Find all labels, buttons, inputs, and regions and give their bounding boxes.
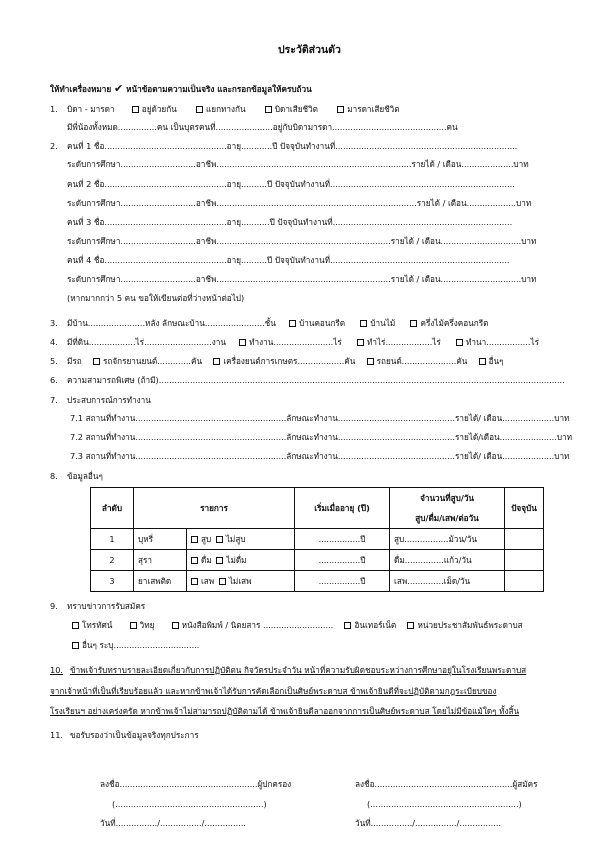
- col-header-current: ปัจจุบัน: [505, 488, 544, 529]
- col-header-no: ลำดับ: [91, 488, 134, 529]
- s2-person4-line1[interactable]: คนที่ 4 ชื่อ...............................................อายุ..........ปี ปัจจุบันทำงานที่.....................................................................: [67, 255, 510, 265]
- col-header-amount: จำนวนที่สูบ/วัน: [390, 488, 505, 509]
- s7-label: ประสบการณ์การทำงาน: [67, 395, 151, 405]
- instruction: [50, 83, 312, 94]
- checkbox[interactable]: [213, 358, 220, 365]
- table-row: [91, 571, 544, 592]
- row-no: 3: [91, 571, 134, 592]
- row-start-age[interactable]: ................ปี: [295, 529, 390, 550]
- checkbox[interactable]: [93, 358, 100, 365]
- s1-num: 1.: [50, 104, 58, 114]
- s1-option-father-deceased: บิดาเสียชีวิต: [274, 104, 318, 114]
- option-no: ไม่ดื่ม: [226, 554, 247, 565]
- option-no: ไม่สูบ: [225, 533, 246, 544]
- row-current[interactable]: [505, 550, 544, 571]
- s2-person3-line2[interactable]: ระดับการศึกษา.............................อาชีพ...................................................................รายได้ / เดือน...............................บาท: [67, 236, 537, 246]
- s9-option-radio: วิทยุ: [139, 620, 155, 630]
- s11-num: 11.: [50, 730, 64, 740]
- row-amount[interactable]: สูบ.................ม้วน/วัน: [390, 529, 505, 550]
- s2-person2-line2[interactable]: ระดับการศึกษา.............................อาชีพ.............................................................................รายได้ / เดือน...................บาท: [67, 198, 532, 208]
- applicant-sign-line[interactable]: ลงชื่อ.....................................................ผู้สมัคร: [355, 779, 538, 789]
- row-no: 1: [91, 529, 134, 550]
- s9-options: [72, 621, 523, 629]
- checkbox[interactable]: [289, 320, 296, 327]
- instruction-prefix: ให้ทำเครื่องหมาย: [50, 84, 112, 94]
- s5-num: 5.: [50, 356, 58, 366]
- option-no: ไม่เสพ: [228, 575, 252, 586]
- checkbox[interactable]: [72, 622, 79, 629]
- table-row: [91, 529, 544, 550]
- page-title: ประวัติส่วนตัว: [278, 44, 341, 56]
- s9-option-newspaper[interactable]: หนังสือพิมพ์ / นิตยสาร ...........................: [181, 620, 334, 630]
- guardian-sign-line[interactable]: ลงชื่อ.....................................................ผู้ปกครอง: [100, 779, 292, 789]
- s9-option-other[interactable]: อื่นๆ ระบุ.................................: [82, 640, 200, 650]
- guardian-name-line[interactable]: (.........................................................): [112, 799, 267, 809]
- other-info-table: [90, 487, 544, 592]
- s9-option-pr-unit: หน่วยประชาสัมพันธ์พระดาบส: [417, 620, 523, 630]
- s9-num: 9.: [50, 601, 58, 611]
- s1-siblings-line[interactable]: มีพี่น้องทั้งหมด...............คน เป็นบุตรคนที่......................อยู่กับบิดามารดา............................................คน: [67, 122, 458, 132]
- checkbox[interactable]: [191, 536, 198, 543]
- row-current[interactable]: [505, 529, 544, 550]
- row-amount[interactable]: ดื่ม...............แก้ว/วัน: [390, 550, 505, 571]
- s9-option-tv: โทรทัศน์: [82, 620, 113, 630]
- checkbox[interactable]: [72, 642, 79, 649]
- checkbox[interactable]: [172, 622, 179, 629]
- checkbox[interactable]: [191, 557, 198, 564]
- s7-row-2[interactable]: 7.2 สถานที่ทำงาน..........................................................ลักษณะทำงาน.............................................รายได้/เดือน......................บาท: [70, 432, 573, 442]
- s1-option-together: อยู่ด้วยกัน: [141, 104, 177, 114]
- option-yes: เสพ: [201, 575, 215, 586]
- s10-num: 10.: [50, 665, 64, 675]
- checkbox[interactable]: [130, 622, 137, 629]
- s7-num: 7.: [50, 395, 58, 405]
- checkbox[interactable]: [216, 557, 223, 564]
- s7-row-3[interactable]: 7.3 สถานที่ทำงาน..........................................................ลักษณะทำงาน.............................................รายได้/ เดือน....................บาท: [70, 451, 570, 461]
- checkbox[interactable]: [367, 358, 374, 365]
- row-item: สุรา: [134, 550, 187, 571]
- row-no: 2: [91, 550, 134, 571]
- applicant-date-line[interactable]: วันที่................/................/................: [355, 818, 502, 828]
- s3-text[interactable]: มีบ้าน......................หลัง ลักษณะบ้าน.......................ชั้น: [67, 318, 276, 328]
- s5-option-motorcycle[interactable]: รถจักรยานยนต์.............คัน: [102, 356, 203, 366]
- row-options: [187, 529, 295, 550]
- s3-option-wood: บ้านไม้: [370, 318, 396, 328]
- s1-option-separated: แยกทางกัน: [206, 104, 246, 114]
- s4-row: [67, 338, 539, 346]
- s3-num: 3.: [50, 318, 58, 328]
- s1-row: [67, 105, 400, 113]
- s10-line-3: โรงเรียนฯ อย่างเคร่งครัด หากข้าพเจ้าไม่สามารถปฏิบัติตามได้ ข้าพเจ้ายินดีลาออกจากการเป็นศิษย์พระดาบส โดยไม่มีข้อแม้ใดๆ ทั้งสิ้น: [50, 706, 520, 716]
- s11-text: ขอรับรองว่าเป็นข้อมูลจริงทุกประการ: [70, 730, 199, 740]
- row-item: ยาเสพติด: [134, 571, 187, 592]
- row-start-age[interactable]: ................ปี: [295, 571, 390, 592]
- checkbox[interactable]: [239, 339, 246, 346]
- s4-option-field[interactable]: ทำไร่..................ไร่: [366, 337, 441, 347]
- instruction-text: หน้าข้อตามความเป็นจริง และกรอกข้อมูลให้ครบถ้วน: [126, 84, 312, 94]
- col-header-item: รายการ: [134, 488, 295, 529]
- applicant-name-line[interactable]: (.........................................................): [367, 799, 522, 809]
- checkbox[interactable]: [407, 622, 414, 629]
- s10-line-1: ข้าพเจ้ารับทราบรายละเอียดเกี่ยวกับการปฏิบัติตน กิจวัตรประจำวัน หน้าที่ความรับผิดชอบระหว่างการศึกษาอยู่ในโรงเรียนพระดาบส: [70, 665, 527, 675]
- table-header-row: [91, 488, 544, 509]
- s4-num: 4.: [50, 337, 58, 347]
- checkbox[interactable]: [479, 358, 486, 365]
- s4-option-rice[interactable]: ทำนา.................ไร่: [466, 337, 539, 347]
- s3-row: [67, 319, 488, 327]
- s5-option-farm-engine[interactable]: เครื่องยนต์การเกษตร..................คัน: [223, 356, 356, 366]
- s1-option-mother-deceased: มารดาเสียชีวิต: [347, 104, 400, 114]
- s2-note: (หากมากกว่า 5 คน ขอให้เขียนต่อที่ว่างหน้าต่อไป): [67, 293, 245, 303]
- col-header-start-age: เริ่มเมื่ออายุ (ปี): [295, 488, 390, 529]
- s8-num: 8.: [50, 471, 58, 481]
- row-options: [187, 550, 295, 571]
- s7-row-1[interactable]: 7.1 สถานที่ทำงาน..........................................................ลักษณะทำงาน.............................................รายได้/ เดือน....................บาท: [70, 413, 570, 423]
- s2-person1-line1[interactable]: คนที่ 1 ชื่อ...............................................อายุ............ปี ปัจจุบันทำงานที่......................................................................: [67, 141, 518, 151]
- s3-option-half: ครึ่งไม้ครึ่งคอนกรีต: [420, 318, 489, 328]
- checkbox[interactable]: [191, 578, 198, 585]
- checkbox[interactable]: [360, 320, 367, 327]
- checkbox[interactable]: [132, 106, 139, 113]
- checkbox[interactable]: [456, 339, 463, 346]
- s6-num: 6.: [50, 375, 58, 385]
- s4-text[interactable]: มีที่ดิน..................ไร่..........................งาน: [67, 337, 226, 347]
- checkbox[interactable]: [219, 578, 226, 585]
- s5-option-other: อื่นๆ: [488, 356, 504, 366]
- s5-row: [67, 357, 504, 365]
- checkbox[interactable]: [265, 106, 272, 113]
- guardian-date-line[interactable]: วันที่................/................/................: [100, 818, 247, 828]
- s2-person2-line1[interactable]: คนที่ 2 ชื่อ...............................................อายุ..........ปี ปัจจุบันทำงานที่.......................................................................: [67, 179, 515, 189]
- option-yes: สูบ: [201, 533, 212, 544]
- row-start-age[interactable]: ................ปี: [295, 550, 390, 571]
- checkbox[interactable]: [357, 339, 364, 346]
- checkbox[interactable]: [196, 106, 203, 113]
- table-row: [91, 550, 544, 571]
- s2-num: 2.: [50, 141, 58, 151]
- s1-label: บิดา - มารดา: [67, 104, 115, 114]
- check-icon: ✔: [114, 82, 124, 95]
- row-item: บุหรี่: [134, 529, 187, 550]
- checkbox[interactable]: [410, 320, 417, 327]
- checkbox[interactable]: [216, 536, 223, 543]
- s5-text: มีรถ: [67, 356, 82, 366]
- row-current[interactable]: [505, 571, 544, 592]
- checkbox[interactable]: [337, 106, 344, 113]
- s10-line-2: จากเจ้าหน้าที่เป็นที่เรียบร้อยแล้ว และหากข้าพเจ้าได้รับการคัดเลือกเป็นศิษย์พระดาบส ข้าพเจ้ายินดีที่จะปฏิบัติตามกฎระเบียบของ: [50, 686, 497, 696]
- checkbox[interactable]: [344, 622, 351, 629]
- s4-option-work[interactable]: ทำงาน.......................ไร่: [249, 337, 342, 347]
- row-options: [187, 571, 295, 592]
- s3-option-concrete: บ้านคอนกรีต: [299, 318, 346, 328]
- col-header-amount-sub: สูบ/ดื่ม/เสพ/ต่อวัน: [390, 508, 505, 529]
- option-yes: ดื่ม: [201, 554, 212, 565]
- s9-other: [72, 641, 199, 649]
- s9-option-internet: อินเทอร์เน็ต: [354, 620, 397, 630]
- row-amount[interactable]: เสพ..............เม็ด/วัน: [390, 571, 505, 592]
- s8-label: ข้อมูลอื่นๆ: [67, 471, 103, 481]
- s2-person4-line2[interactable]: ระดับการศึกษา.............................อาชีพ...................................................................รายได้ / เดือน...............................บาท: [67, 274, 537, 284]
- s2-person1-line2[interactable]: ระดับการศึกษา.............................อาชีพ...........................................................................รายได้ / เดือน....................บาท: [67, 159, 529, 169]
- s9-label: ทราบข่าวการรับสมัคร: [67, 601, 146, 611]
- s2-person3-line1[interactable]: คนที่ 3 ชื่อ...............................................อายุ...........ปี ปัจจุบันทำงานที่.....................................................................: [67, 217, 513, 227]
- s5-option-car[interactable]: รถยนต์.....................คัน: [376, 356, 468, 366]
- s6-text[interactable]: ความสามารถพิเศษ (ถ้ามี)............................................................................................................................................................: [67, 375, 565, 385]
